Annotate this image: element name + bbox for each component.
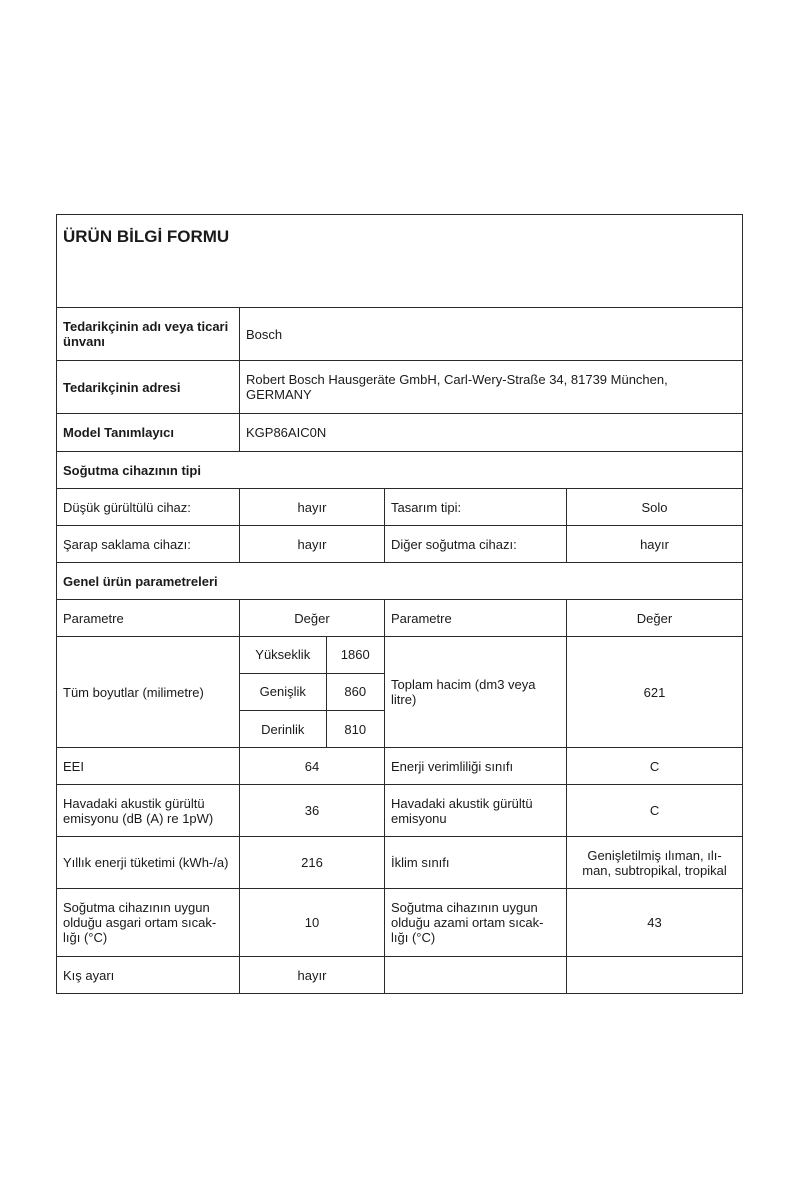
volume-label: Toplam hacim (dm3 veya litre) [385,637,567,748]
energy-class-label: Enerji verimliliği sınıfı [385,748,567,785]
annual-energy-value: 216 [240,837,385,889]
supplier-name-value: Bosch [240,308,743,361]
product-info-form [56,214,743,994]
parameter-header-2: Parametre [385,600,567,637]
cooling-type-heading: Soğutma cihazının tipi [57,452,743,489]
depth-label: Derinlik [240,711,326,747]
min-temp-label: Soğutma cihazının uygun olduğu asgari ortam sıcak-lığı (°C) [57,889,240,957]
noise-class-value: C [567,785,743,837]
wine-storage-label: Şarap saklama cihazı: [57,526,240,563]
other-cooling-value: hayır [567,526,743,563]
form-title: ÜRÜN BİLGİ FORMU [57,215,743,308]
parameter-header: Parametre [57,600,240,637]
eei-label: EEI [57,748,240,785]
noise-emission-value: 36 [240,785,385,837]
annual-energy-label: Yıllık enerji tüketimi (kWh-/a) [57,837,240,889]
energy-class-value: C [567,748,743,785]
general-params-heading: Genel ürün parametreleri [57,563,743,600]
model-value: KGP86AIC0N [240,414,743,452]
model-label: Model Tanımlayıcı [57,414,240,452]
dimensions-label: Tüm boyutlar (milimetre) [57,637,240,748]
supplier-address-label: Tedarikçinin adresi [57,361,240,414]
empty-cell [567,957,743,994]
winter-setting-value: hayır [240,957,385,994]
dimensions-subtable [240,637,385,748]
eei-value: 64 [240,748,385,785]
empty-cell [385,957,567,994]
value-header-2: Değer [567,600,743,637]
min-temp-value: 10 [240,889,385,957]
height-label: Yükseklik [240,637,326,673]
other-cooling-label: Diğer soğutma cihazı: [385,526,567,563]
low-noise-value: hayır [240,489,385,526]
width-label: Genişlik [240,673,326,710]
depth-value: 810 [326,711,384,747]
wine-storage-value: hayır [240,526,385,563]
supplier-address-value: Robert Bosch Hausgeräte GmbH, Carl-Wery-Straße 34, 81739 München, GERMANY [240,361,743,414]
noise-emission-label: Havadaki akustik gürültü emisyonu (dB (A) re 1pW) [57,785,240,837]
width-value: 860 [326,673,384,710]
max-temp-value: 43 [567,889,743,957]
low-noise-label: Düşük gürültülü cihaz: [57,489,240,526]
volume-value: 621 [567,637,743,748]
climate-class-value: Genişletilmiş ılıman, ılı-man, subtropikal, tropikal [567,837,743,889]
height-value: 1860 [326,637,384,673]
winter-setting-label: Kış ayarı [57,957,240,994]
noise-class-label: Havadaki akustik gürültü emisyonu [385,785,567,837]
climate-class-label: İklim sınıfı [385,837,567,889]
value-header: Değer [240,600,385,637]
supplier-name-label: Tedarikçinin adı veya ticari ünvanı [57,308,240,361]
design-type-label: Tasarım tipi: [385,489,567,526]
max-temp-label: Soğutma cihazının uygun olduğu azami ortam sıcak-lığı (°C) [385,889,567,957]
design-type-value: Solo [567,489,743,526]
